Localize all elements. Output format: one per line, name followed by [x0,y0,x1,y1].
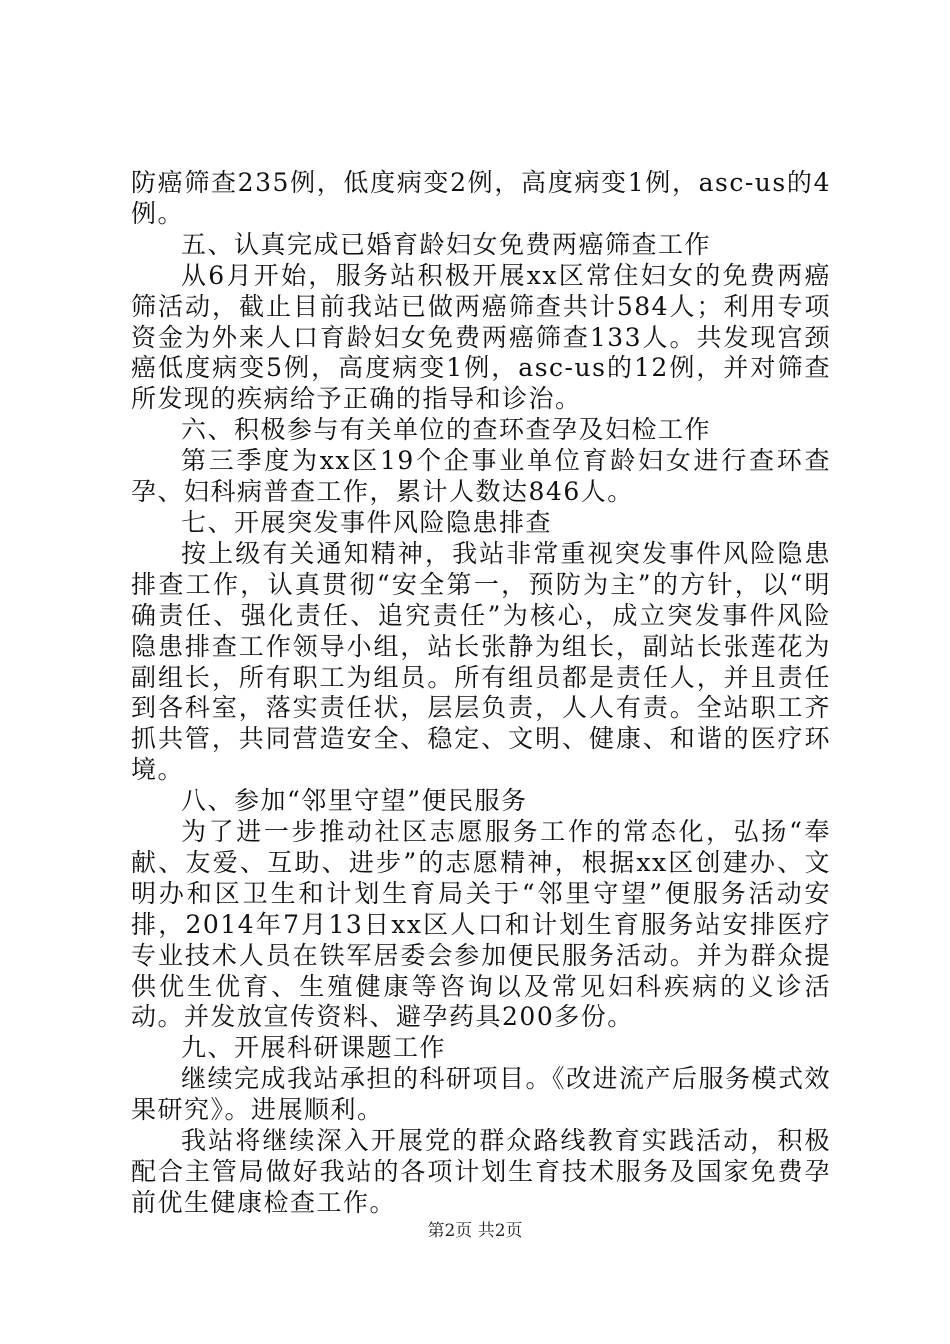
paragraph: 继续完成我站承担的科研项目。《改进流产后服务模式效果研究》。进展顺利。 [131,1064,832,1125]
paragraph: 为了进一步推动社区志愿服务工作的常态化，弘扬“奉献、友爱、互助、进步”的志愿精神，根据xx区创建办、文明办和区卫生和计划生育局关于“邻里守望”便服务活动安排，2014年7月13日xx区人口和计划生育服务站安排医疗专业技术人员在铁军居委会参加便民服务活动。并为群众提供优生优育、生殖健康等咨询以及常见妇科疾病的义诊活动。并发放宣传资料、避孕药具200多份。 [131,817,831,1032]
section-heading: 五、认真完成已婚育龄妇女免费两癌筛查工作 [181,229,712,259]
document-body [131,168,831,1219]
paragraph: 按上级有关通知精神，我站非常重视突发事件风险隐患排查工作，认真贯彻“安全第一，预防为主”的方针，以“明确责任、强化责任、追究责任”为核心，成立突发事件风险隐患排查工作领导小组，站长张静为组长，副站长张莲花为副组长，所有职工为组员。所有组员都是责任人，并且责任到各科室，落实责任状，层层负责，人人有责。全站职工齐抓共管，共同营造安全、稳定、文明、健康、和谐的医疗环境。 [131,538,831,785]
page-footer [0,1216,950,1241]
paragraph: 防癌筛查235例，低度病变2例，高度病变1例，asc-us的4例。 [131,168,831,228]
section-heading: 七、开展突发事件风险隐患排查 [181,507,553,537]
page-number: 第2页 共2页 [427,1221,523,1241]
section-heading: 八、参加“邻里守望”便民服务 [181,786,528,816]
section-heading: 六、积极参与有关单位的查环查孕及妇检工作 [181,415,712,445]
section-heading: 九、开展科研课题工作 [181,1033,447,1063]
paragraph: 从6月开始，服务站积极开展xx区常住妇女的免费两癌筛活动，截止目前我站已做两癌筛查共计584人；利用专项资金为外来人口育龄妇女免费两癌筛查133人。共发现宫颈癌低度病变5例，高度病变1例，asc-us的12例，并对筛查所发现的疾病给予正确的指导和诊治。 [131,260,831,414]
paragraph: 第三季度为xx区19个企事业单位育龄妇女进行查环查孕、妇科病普查工作，累计人数达846人。 [131,446,831,507]
paragraph: 我站将继续深入开展党的群众路线教育实践活动，积极配合主管局做好我站的各项计划生育技术服务及国家免费孕前优生健康检查工作。 [131,1126,831,1217]
